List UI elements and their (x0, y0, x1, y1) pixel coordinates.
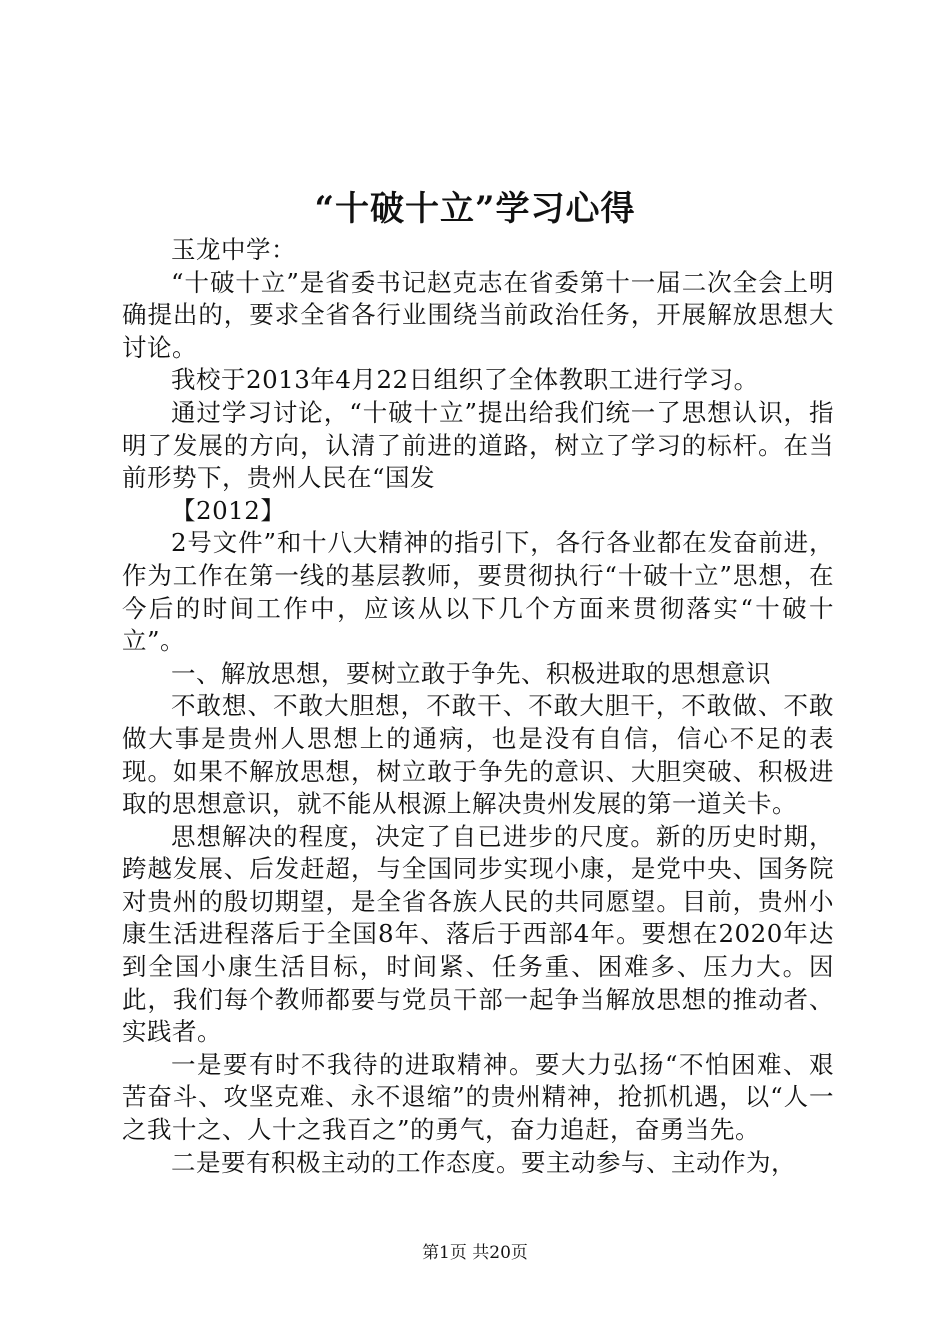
body-paragraph: 不敢想、不敢大胆想，不敢干、不敢大胆干，不敢做、不敢做大事是贵州人思想上的通病，也是没有自信，信心不足的表现。如果不解放思想，树立敢于争先的意识、大胆突破、积极进取的思想意识，就不能从根源上解决贵州发展的第一道关卡。 (122, 691, 834, 819)
document-title: “十破十立”学习心得 (314, 189, 636, 229)
body-paragraph: 我校于2013年4月22日组织了全体教职工进行学习。 (171, 365, 759, 395)
body-paragraph: “十破十立”是省委书记赵克志在省委第十一届二次全会上明确提出的，要求全省各行业围绕当前政治任务，开展解放思想大讨论。 (122, 267, 834, 362)
body-paragraph: 2号文件”和十八大精神的指引下，各行各业都在发奋前进，作为工作在第一线的基层教师，要贯彻执行“十破十立”思想，在今后的时间工作中，应该从以下几个方面来贯彻落实“十破十立”。 (122, 528, 834, 656)
body-paragraph: 二是要有积极主动的工作态度。要主动参与、主动作为， (171, 1147, 796, 1177)
body-paragraph: 思想解决的程度，决定了自已进步的尺度。新的历史时期，跨越发展、后发赶超，与全国同步实现小康，是党中央、国务院对贵州的殷切期望，是全省各族人民的共同愿望。目前，贵州小康生活进程落后于全国8年、落后于西部4年。要想在2020年达到全国小康生活目标，时间紧、任务重、困难多、压力大。因此，我们每个教师都要与党员干部一起争当解放思想的推动者、实践者。 (122, 821, 834, 1047)
body-paragraph: 一是要有时不我待的进取精神。要大力弘扬“不怕困难、艰苦奋斗、攻坚克难、永不退缩”的贵州精神，抢抓机遇，以“人一之我十之、人十之我百之”的勇气，奋力追赶，奋勇当先。 (122, 1049, 834, 1145)
body-paragraph: 通过学习讨论，“十破十立”提出给我们统一了思想认识，指明了发展的方向，认清了前进的道路，树立了学习的标杆。在当前形势下，贵州人民在“国发 (122, 397, 834, 493)
document-body (122, 234, 834, 1179)
salutation-paragraph: 玉龙中学： (171, 235, 296, 264)
body-paragraph: 【2012】 (171, 495, 286, 525)
page-footer: 第1页 共20页 (422, 1243, 528, 1263)
section-heading: 一、解放思想，要树立敢于争先、积极进取的思想意识 (171, 658, 771, 688)
